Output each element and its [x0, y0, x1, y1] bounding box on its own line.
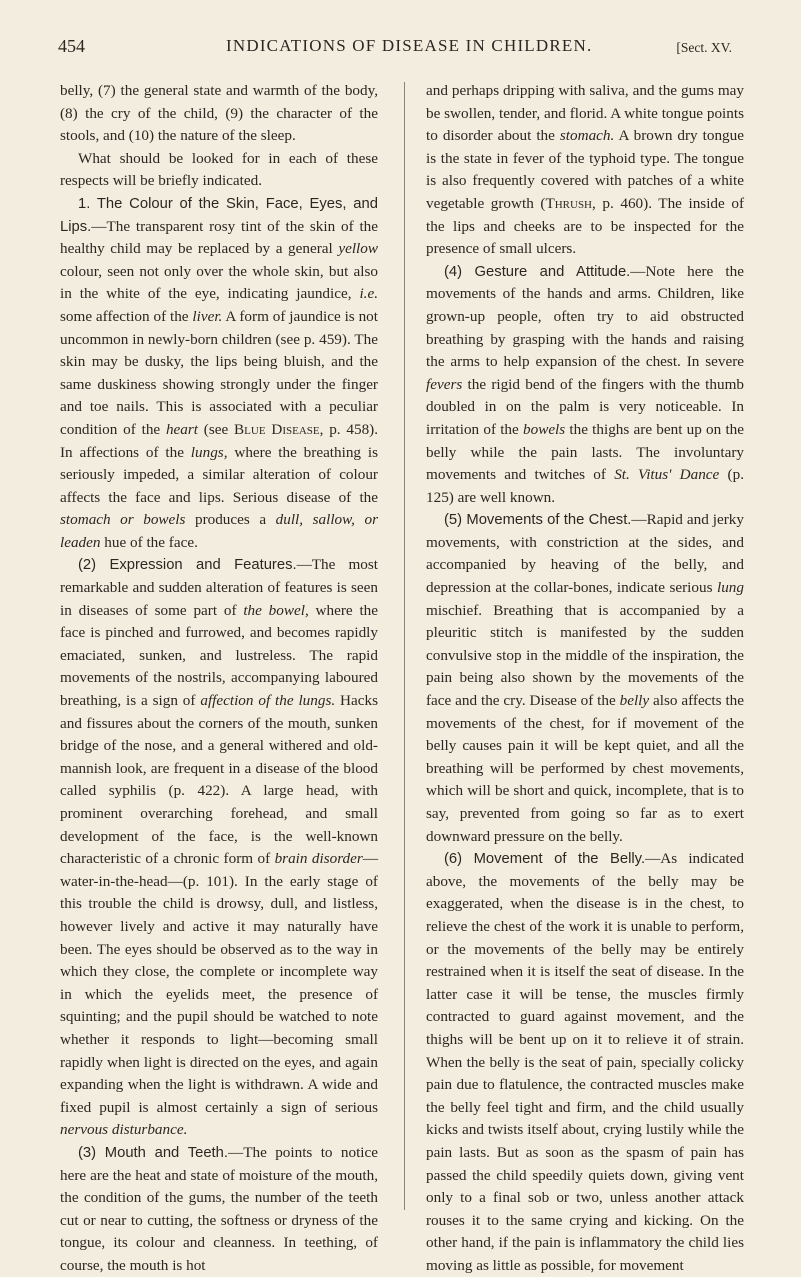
section-heading: (4) Gesture and Attitude.: [444, 263, 631, 280]
section-reference: [Sect. XV.: [676, 40, 732, 55]
section-movements-chest: (5) Movements of the Chest.—Rapid and jerky movements, with constriction at the sides, and accompanied by heaving of the belly, and depression at the collar-bones, indicate serious lung mischief. Breathing that is accompanied by a pleuritic stitch is manifested by the sudden convulsive stop in the middle of the inspiration, the pain being also shown by the movements of the face and the cry. Disease of the belly also affects the movements of the chest, for if movement of the belly causes pain it will be kept quiet, and all the breathing will be performed by chest movements, which will be short and quick, incomplete, that is to say, prevented from going so far as to exert downward pressure on the belly.: [426, 511, 744, 845]
section-heading: (6) Movement of the Belly.: [444, 851, 646, 868]
section-movement-belly: (6) Movement of the Belly.—As indicated above, the movements of the belly may be exaggerated, when the disease is in the chest, to relieve the chest of the work it is unable to perform, or the movements of the belly may be entirely restrained when it is itself the seat of disease. In the latter case it will be tense, the muscles firmly contracted to guard against movement, and the thighs will be bent up on it to relieve it of strain. When the belly is the seat of pain, specially colicky pain due to flatulence, the contracted muscles make the belly feel tight and firm, and the child usually kicks and twists itself about, crying lustily while the pain lasts. But as soon as the spasm of pain has passed the child speedily quiets down, giving vent only to a final sob or two, unless another attack rouses it to the same crying and kicking. On the other hand, if the pain is inflammatory the child lies moving as little as possible, for movement: [426, 850, 744, 1274]
left-column: [60, 80, 378, 1277]
running-title: INDICATIONS OF DISEASE IN CHILDREN.: [226, 36, 593, 55]
page-header: [58, 36, 732, 62]
column-divider: [404, 82, 405, 1210]
section-colour-of-skin: 1. The Colour of the Skin, Face, Eyes, and Lips.—The transparent rosy tint of the skin of the healthy child may be replaced by a general yellow colour, seen not only over the whole skin, but also in the white of the eye, indicating jaundice, i.e. some affection of the liver. A form of jaundice is not uncommon in newly-born children (see p. 459). The skin may be dusky, the lips being bluish, and the same duskiness showing strongly under the finger and toe nails. This is associated with a peculiar condition of the heart (see Blue Disease, p. 458). In affections of the lungs, where the breathing is seriously impeded, a similar alteration of colour affects the face and lips. Serious disease of the stomach or bowels produces a dull, sallow, or leaden hue of the face.: [60, 195, 379, 551]
section-expression-features: (2) Expression and Features.—The most remarkable and sudden alteration of features is seen in diseases of some part of the bowel, where the face is pinched and furrowed, and becomes rapidly emaciated, sunken, and lustreless. The rapid movements of the nostrils, accompanying laboured breathing, is a sign of affection of the lungs. Hacks and fissures about the corners of the mouth, sunken bridge of the nose, and a general withered and old-mannish look, are frequent in a disease of the blood called syphilis (p. 422). A large head, with prominent overarching forehead, and small development of the face, is the well-known characteristic of a chronic form of brain disorder—water-in-the-head—(p. 101). In the early stage of this trouble the child is drowsy, dull, and listless, however lively and active it may naturally have been. The eyes should be observed as to the way in which they close, the complete or incomplete way in which the eyelids meet, the presence of squinting; and the pupil should be watched to note whether it responds to light—becoming small rapidly when light is directed on the eyes, and again expanding when the light is withdrawn. A wide and fixed pupil is almost certainly a sign of serious nervous disturbance.: [60, 556, 379, 1139]
mouth-teeth-continuation: and perhaps dripping with saliva, and the gums may be swollen, tender, and florid. A white tongue points to disorder about the stomach. A brown dry tongue is the state in fever of the typhoid type. The tongue is also frequently covered with patches of a white vegetable growth (Thrush, p. 460). The inside of the lips and cheeks are to be inspected for the presence of small ulcers.: [426, 82, 744, 258]
intro-paragraph: What should be looked for in each of these respects will be briefly indicated.: [60, 149, 378, 190]
section-heading: 1. The Colour of the Skin, Face, Eyes, and Lips.: [60, 195, 378, 235]
right-column: [426, 80, 744, 1277]
page-number: 454: [58, 36, 85, 56]
intro-continuation: belly, (7) the general state and warmth of the body, (8) the cry of the child, (9) the character of the stools, and (10) the nature of the sleep.: [60, 82, 378, 145]
section-heading: (5) Movements of the Chest.: [444, 512, 632, 529]
section-heading: (2) Expression and Features.: [78, 557, 297, 574]
section-gesture-attitude: (4) Gesture and Attitude.—Note here the movements of the hands and arms. Children, like grown-up people, often try to aid obstructed breathing by grasping with the hands and raising the arms to help expansion of the chest. In severe fevers the rigid bend of the fingers with the thumb doubled in on the palm is very noticeable. In irritation of the bowels the thighs are bent up on the belly while the pain lasts. The involuntary movements and twitches of St. Vitus' Dance (p. 125) are well known.: [426, 262, 744, 506]
section-heading: (3) Mouth and Teeth.: [78, 1144, 229, 1161]
section-mouth-teeth: (3) Mouth and Teeth.—The points to notice here are the heat and state of moisture of the mouth, the condition of the gums, the number of the teeth cut or near to cutting, the softness or dryness of the tongue, its colour and cleanness. In teething, of course, the mouth is hot: [60, 1143, 378, 1274]
